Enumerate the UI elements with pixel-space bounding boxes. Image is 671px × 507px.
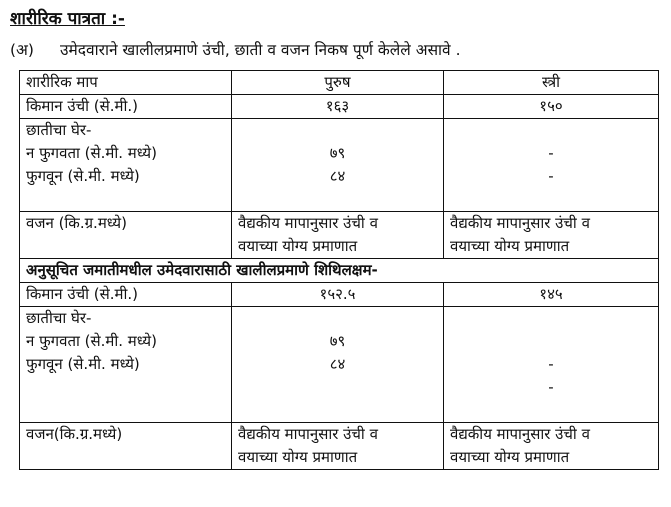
- chest-st-male-expanded: ८४: [329, 355, 346, 373]
- table-row-weight-st: [20, 423, 659, 470]
- height-st-label: किमान उंची (से.मी.): [20, 283, 232, 307]
- intro-number: (अ): [10, 41, 34, 59]
- chest-female-cell: [444, 119, 659, 212]
- table-row-chest-st: [20, 307, 659, 423]
- chest-st-male-unexpanded: ७९: [329, 332, 346, 350]
- table-row-weight: [20, 212, 659, 259]
- weight-female-cell: [444, 212, 659, 259]
- weight-male-line2: वयाच्या योग्य प्रमाणात: [238, 237, 358, 255]
- intro-line: [10, 38, 461, 60]
- table-row-height-st: [20, 283, 659, 307]
- section-heading: शारीरिक पात्रता :-: [10, 9, 125, 29]
- chest-st-female-expanded: -: [548, 355, 554, 373]
- header-female: स्त्री: [444, 71, 659, 95]
- table-row-height: [20, 95, 659, 119]
- weight-st-female-cell: [444, 423, 659, 470]
- chest-st-expanded-label: फुगवून (से.मी. मध्ये): [26, 355, 140, 373]
- chest-female-expanded: -: [548, 167, 554, 185]
- chest-st-label-cell: [20, 307, 232, 423]
- weight-female-line2: वयाच्या योग्य प्रमाणात: [450, 237, 570, 255]
- weight-male-cell: [232, 212, 444, 259]
- section2-title: अनुसूचित जमातीमधील उमेदवारासाठी खालीलप्रमाणे शिथिलक्षम-: [20, 259, 659, 283]
- height-female: १५०: [444, 95, 659, 119]
- height-label: किमान उंची (से.मी.): [20, 95, 232, 119]
- height-male: १६३: [232, 95, 444, 119]
- weight-st-female-line1: वैद्यकीय मापानुसार उंची व: [450, 425, 590, 443]
- intro-text: उमेदवाराने खालीलप्रमाणे उंची, छाती व वजन निकष पूर्ण केलेले असावे .: [60, 41, 461, 59]
- chest-label: छातीचा घेर-: [26, 121, 92, 139]
- chest-expanded-label: फुगवून (से.मी. मध्ये): [26, 167, 140, 185]
- header-measure: शारीरिक माप: [20, 71, 232, 95]
- chest-male-unexpanded: ७९: [329, 144, 346, 162]
- chest-st-male-cell: [232, 307, 444, 423]
- chest-female-unexpanded: -: [548, 144, 554, 162]
- chest-st-label: छातीचा घेर-: [26, 309, 92, 327]
- height-st-female: १४५: [444, 283, 659, 307]
- chest-male-cell: [232, 119, 444, 212]
- table-row-chest: [20, 119, 659, 212]
- chest-unexpanded-label: न फुगवता (से.मी. मध्ये): [26, 144, 157, 162]
- table-row-section2-title: [20, 259, 659, 283]
- physical-standards-table: [19, 70, 659, 470]
- weight-st-female-line2: वयाच्या योग्य प्रमाणात: [450, 448, 570, 466]
- weight-st-male-cell: [232, 423, 444, 470]
- chest-st-unexpanded-label: न फुगवता (से.मी. मध्ये): [26, 332, 157, 350]
- chest-st-female-extra: -: [548, 378, 554, 396]
- table-header-row: [20, 71, 659, 95]
- chest-male-expanded: ८४: [329, 167, 346, 185]
- chest-st-female-cell: [444, 307, 659, 423]
- height-st-male: १५२.५: [232, 283, 444, 307]
- weight-female-line1: वैद्यकीय मापानुसार उंची व: [450, 214, 590, 232]
- weight-st-label: वजन(कि.ग्र.मध्ये): [20, 423, 232, 470]
- weight-male-line1: वैद्यकीय मापानुसार उंची व: [238, 214, 378, 232]
- header-male: पुरुष: [232, 71, 444, 95]
- chest-label-cell: [20, 119, 232, 212]
- weight-st-male-line2: वयाच्या योग्य प्रमाणात: [238, 448, 358, 466]
- weight-label: वजन (कि.ग्र.मध्ये): [20, 212, 232, 259]
- weight-st-male-line1: वैद्यकीय मापानुसार उंची व: [238, 425, 378, 443]
